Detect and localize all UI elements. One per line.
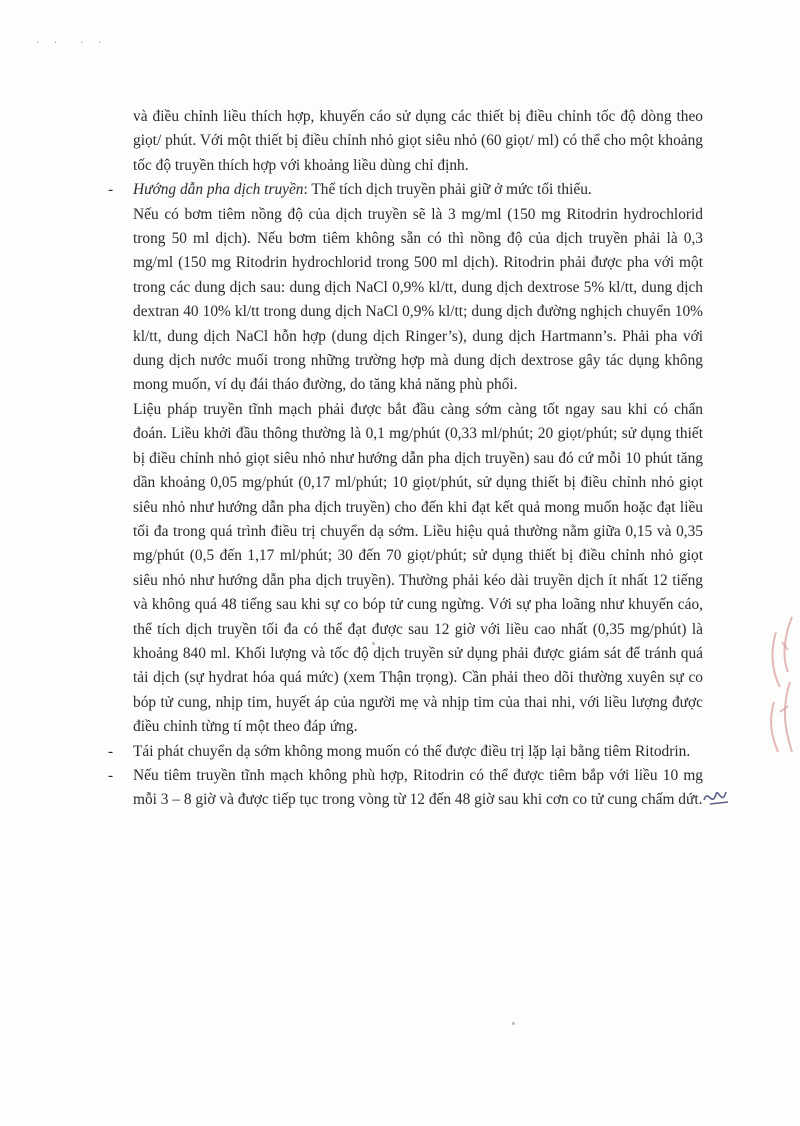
stamp-mark: [762, 612, 800, 762]
document-body: [108, 105, 703, 813]
bullet-dash: -: [108, 766, 114, 784]
intro-paragraph: và điều chỉnh liều thích hợp, khuyến cáo sử dụng các thiết bị điều chỉnh tốc độ dòng theo giọt/ phút. Với một thiết bị điều chỉnh nhỏ giọt siêu nhỏ (60 giọt/ ml) có thể cho một khoảng tốc độ truyền thích hợp với khoảng liều dùng chỉ định.: [133, 108, 703, 174]
bullet-infusion: [108, 178, 703, 739]
scan-speck: [372, 642, 375, 645]
scan-artifact: · · · ·: [36, 38, 108, 49]
infusion-heading-line: [133, 178, 703, 202]
signature-mark: [700, 782, 734, 812]
infusion-paragraph: Nếu có bơm tiêm nồng độ của dịch truyền sẽ là 3 mg/ml (150 mg Ritodrin hydrochlorid trong 50 ml dịch). Nếu bơm tiêm không sẵn có thì nồng độ của dịch truyền phải là 0,3 mg/ml (150 mg Ritodrin hydrochlorid trong 500 ml dịch). Ritodrin phải được pha với một trong các dung dịch sau: dung dịch NaCl 0,9% kl/tt, dung dịch dextrose 5% kl/tt, dung dịch dextran 40 10% kl/tt trong dung dịch NaCl 0,9% kl/tt; dung dịch đường nghịch chuyển 10% kl/tt, dung dịch NaCl hỗn hợp (dung dịch Ringer’s), dung dịch Hartmann’s. Phải pha với dung dịch nước muối trong những trường hợp mà dung dịch dextrose gây tác dụng không mong muốn, ví dụ đái tháo đường, do tăng khả năng phù phổi.: [133, 205, 703, 394]
bullet-dash: -: [108, 742, 114, 760]
bullet-intramuscular: [108, 764, 703, 813]
infusion-heading-rest: : Thể tích dịch truyền phải giữ ở mức tối thiểu.: [303, 181, 592, 199]
infusion-heading: Hướng dẫn pha dịch truyền: [133, 181, 304, 199]
bullet-dash: -: [108, 181, 114, 199]
therapy-paragraph: Liệu pháp truyền tĩnh mạch phải được bắt đầu càng sớm càng tốt ngay sau khi có chẩn đoán. Liều khởi đầu thông thường là 0,1 mg/phút (0,33 ml/phút; 20 giọt/phút; sử dụng thiết bị điều chỉnh nhỏ giọt siêu nhỏ như hướng dẫn pha dịch truyền) sau đó cứ mỗi 10 phút tăng dần khoảng 0,05 mg/phút (0,17 ml/phút; 10 giọt/phút, sử dụng thiết bị điều chỉnh nhỏ giọt siêu nhỏ như hướng dẫn pha dịch truyền) cho đến khi đạt kết quả mong muốn hoặc đạt liều tối đa trong quá trình điều trị chuyển dạ sớm. Liều hiệu quả thường nằm giữa 0,15 và 0,35 mg/phút (0,5 đến 1,17 ml/phút; 30 đến 70 giọt/phút; sử dụng thiết bị điều chỉnh nhỏ giọt siêu nhỏ như hướng dẫn pha dịch truyền). Thường phải kéo dài truyền dịch ít nhất 12 tiếng và không quá 48 tiếng sau khi sự co bóp tử cung ngừng. Với sự pha loãng như khuyến cáo, thể tích dịch truyền tối đa có thể đạt được sau 12 giờ với liều cao nhất (0,35 mg/phút) là khoảng 840 ml. Khối lượng và tốc độ dịch truyền sử dụng phải được giám sát để tránh quá tải dịch (sự hydrat hóa quá mức) (xem Thận trọng). Cần phải theo dõi thường xuyên sự co bóp tử cung, nhịp tim, huyết áp của người mẹ và nhịp tim của thai nhi, với liều lượng được điều chỉnh từng tí một theo đáp ứng.: [133, 400, 703, 736]
intramuscular-paragraph: Nếu tiêm truyền tĩnh mạch không phù hợp, Ritodrin có thể được tiêm bắp với liều 10 mg mỗi 3 – 8 giờ và được tiếp tục trong vòng từ 12 đến 48 giờ sau khi cơn co tử cung chấm dứt.: [133, 766, 703, 809]
scan-speck: [512, 1022, 515, 1025]
bullet-recurrence: [108, 740, 703, 764]
recurrence-paragraph: Tái phát chuyển dạ sớm không mong muốn có thể được điều trị lặp lại bằng tiêm Ritodrin.: [133, 742, 691, 760]
